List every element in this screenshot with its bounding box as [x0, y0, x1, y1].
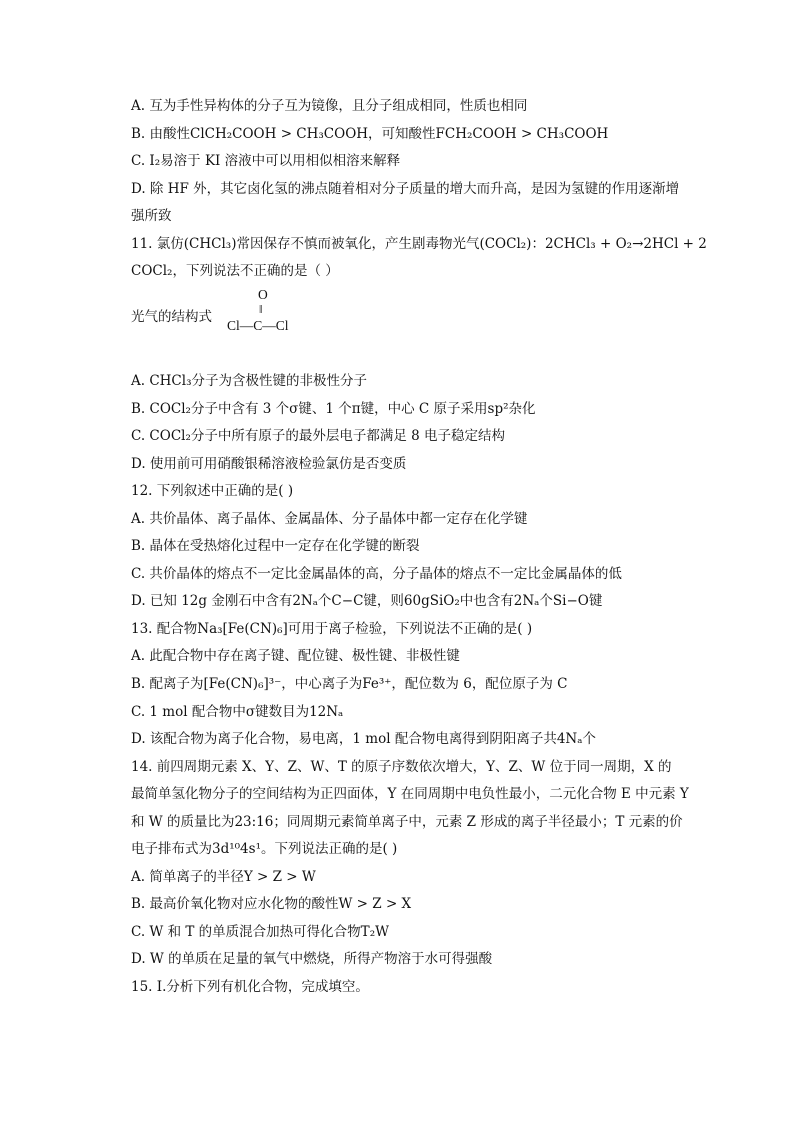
option-b-q13: B. 配离子为[Fe(CN)₆]³⁻，中心离子为Fe³⁺，配位数为 6，配位原子为 C — [131, 676, 568, 692]
option-a-q10: A. 互为手性异构体的分子互为镜像，且分子组成相同，性质也相同 — [131, 98, 528, 114]
question-12: 12. 下列叙述中正确的是( ) — [131, 483, 294, 499]
question-14: 14. 前四周期元素 X、Y、Z、W、T 的原子序数依次增大，Y、Z、W 位于同一周期，X 的 — [131, 759, 672, 775]
structure-double-bond: ‖ — [259, 302, 263, 316]
question-11-cont: COCl₂，下列说法不正确的是（ ） — [131, 263, 339, 279]
option-c-q10: C. I₂易溶于 KI 溶液中可以用相似相溶来解释 — [131, 153, 401, 169]
option-a-q14: A. 简单离子的半径Y > Z > W — [131, 869, 316, 885]
question-14-line-3: 和 W 的质量比为23:16；同周期元素简单离子中，元素 Z 形成的离子半径最小；T 元素的价 — [131, 814, 683, 830]
option-d-q14: D. W 的单质在足量的氧气中燃烧，所得产物溶于水可得强酸 — [131, 951, 493, 967]
option-c-q12: C. 共价晶体的熔点不一定比金属晶体的高，分子晶体的熔点不一定比金属晶体的低 — [131, 566, 622, 582]
option-b-q12: B. 晶体在受热熔化过程中一定存在化学键的断裂 — [131, 538, 420, 554]
question-11: 11. 氯仿(CHCl₃)常因保存不慎而被氧化，产生剧毒物光气(COCl₂)：2CHCl₃ + O₂→2HCl + 2 — [131, 236, 707, 252]
option-a-q12: A. 共价晶体、离子晶体、金属晶体、分子晶体中都一定存在化学键 — [131, 511, 528, 527]
option-b-q11: B. COCl₂分子中含有 3 个σ键、1 个π键，中心 C 原子采用sp²杂化 — [131, 401, 536, 417]
structure-label: 光气的结构式 — [131, 309, 212, 324]
structure-chain: Cl—C—Cl — [227, 318, 289, 333]
question-14-line-4: 电子排布式为3d¹⁰4s¹。下列说法正确的是( ) — [131, 841, 398, 857]
option-d-q12: D. 已知 12g 金刚石中含有2Nₐ个C−C键，则60gSiO₂中也含有2Nₐ个Si−O键 — [131, 593, 603, 609]
option-a-q11: A. CHCl₃分子为含极性键的非极性分子 — [131, 373, 367, 389]
structure-oxygen: O — [258, 287, 268, 302]
option-d-q13: D. 该配合物为离子化合物，易电离，1 mol 配合物电离得到阴阳离子共4Nₐ个 — [131, 731, 596, 747]
option-d-q10-cont: 强所致 — [131, 208, 172, 224]
question-15: 15. Ⅰ.分析下列有机化合物，完成填空。 — [131, 979, 369, 995]
question-14-line-2: 最简单氢化物分子的空间结构为正四面体，Y 在同周期中电负性最小，二元化合物 E 中元素 Y — [131, 786, 689, 802]
option-c-q13: C. 1 mol 配合物中σ键数目为12Nₐ — [131, 704, 344, 720]
option-d-q10: D. 除 HF 外，其它卤化氢的沸点随着相对分子质量的增大而升高，是因为氢键的作用逐渐增 — [131, 181, 680, 197]
option-c-q11: C. COCl₂分子中所有原子的最外层电子都满足 8 电子稳定结构 — [131, 428, 506, 444]
option-b-q10: B. 由酸性ClCH₂COOH > CH₃COOH，可知酸性FCH₂COOH > CH₃COOH — [131, 126, 609, 142]
option-b-q14: B. 最高价氧化物对应水化物的酸性W > Z > X — [131, 896, 412, 912]
option-a-q13: A. 此配合物中存在离子键、配位键、极性键、非极性键 — [131, 648, 460, 664]
option-d-q11: D. 使用前可用硝酸银稀溶液检验氯仿是否变质 — [131, 456, 407, 472]
question-13: 13. 配合物Na₃[Fe(CN)₆]可用于离子检验，下列说法不正确的是( ) — [131, 621, 533, 637]
option-c-q14: C. W 和 T 的单质混合加热可得化合物T₂W — [131, 924, 389, 940]
